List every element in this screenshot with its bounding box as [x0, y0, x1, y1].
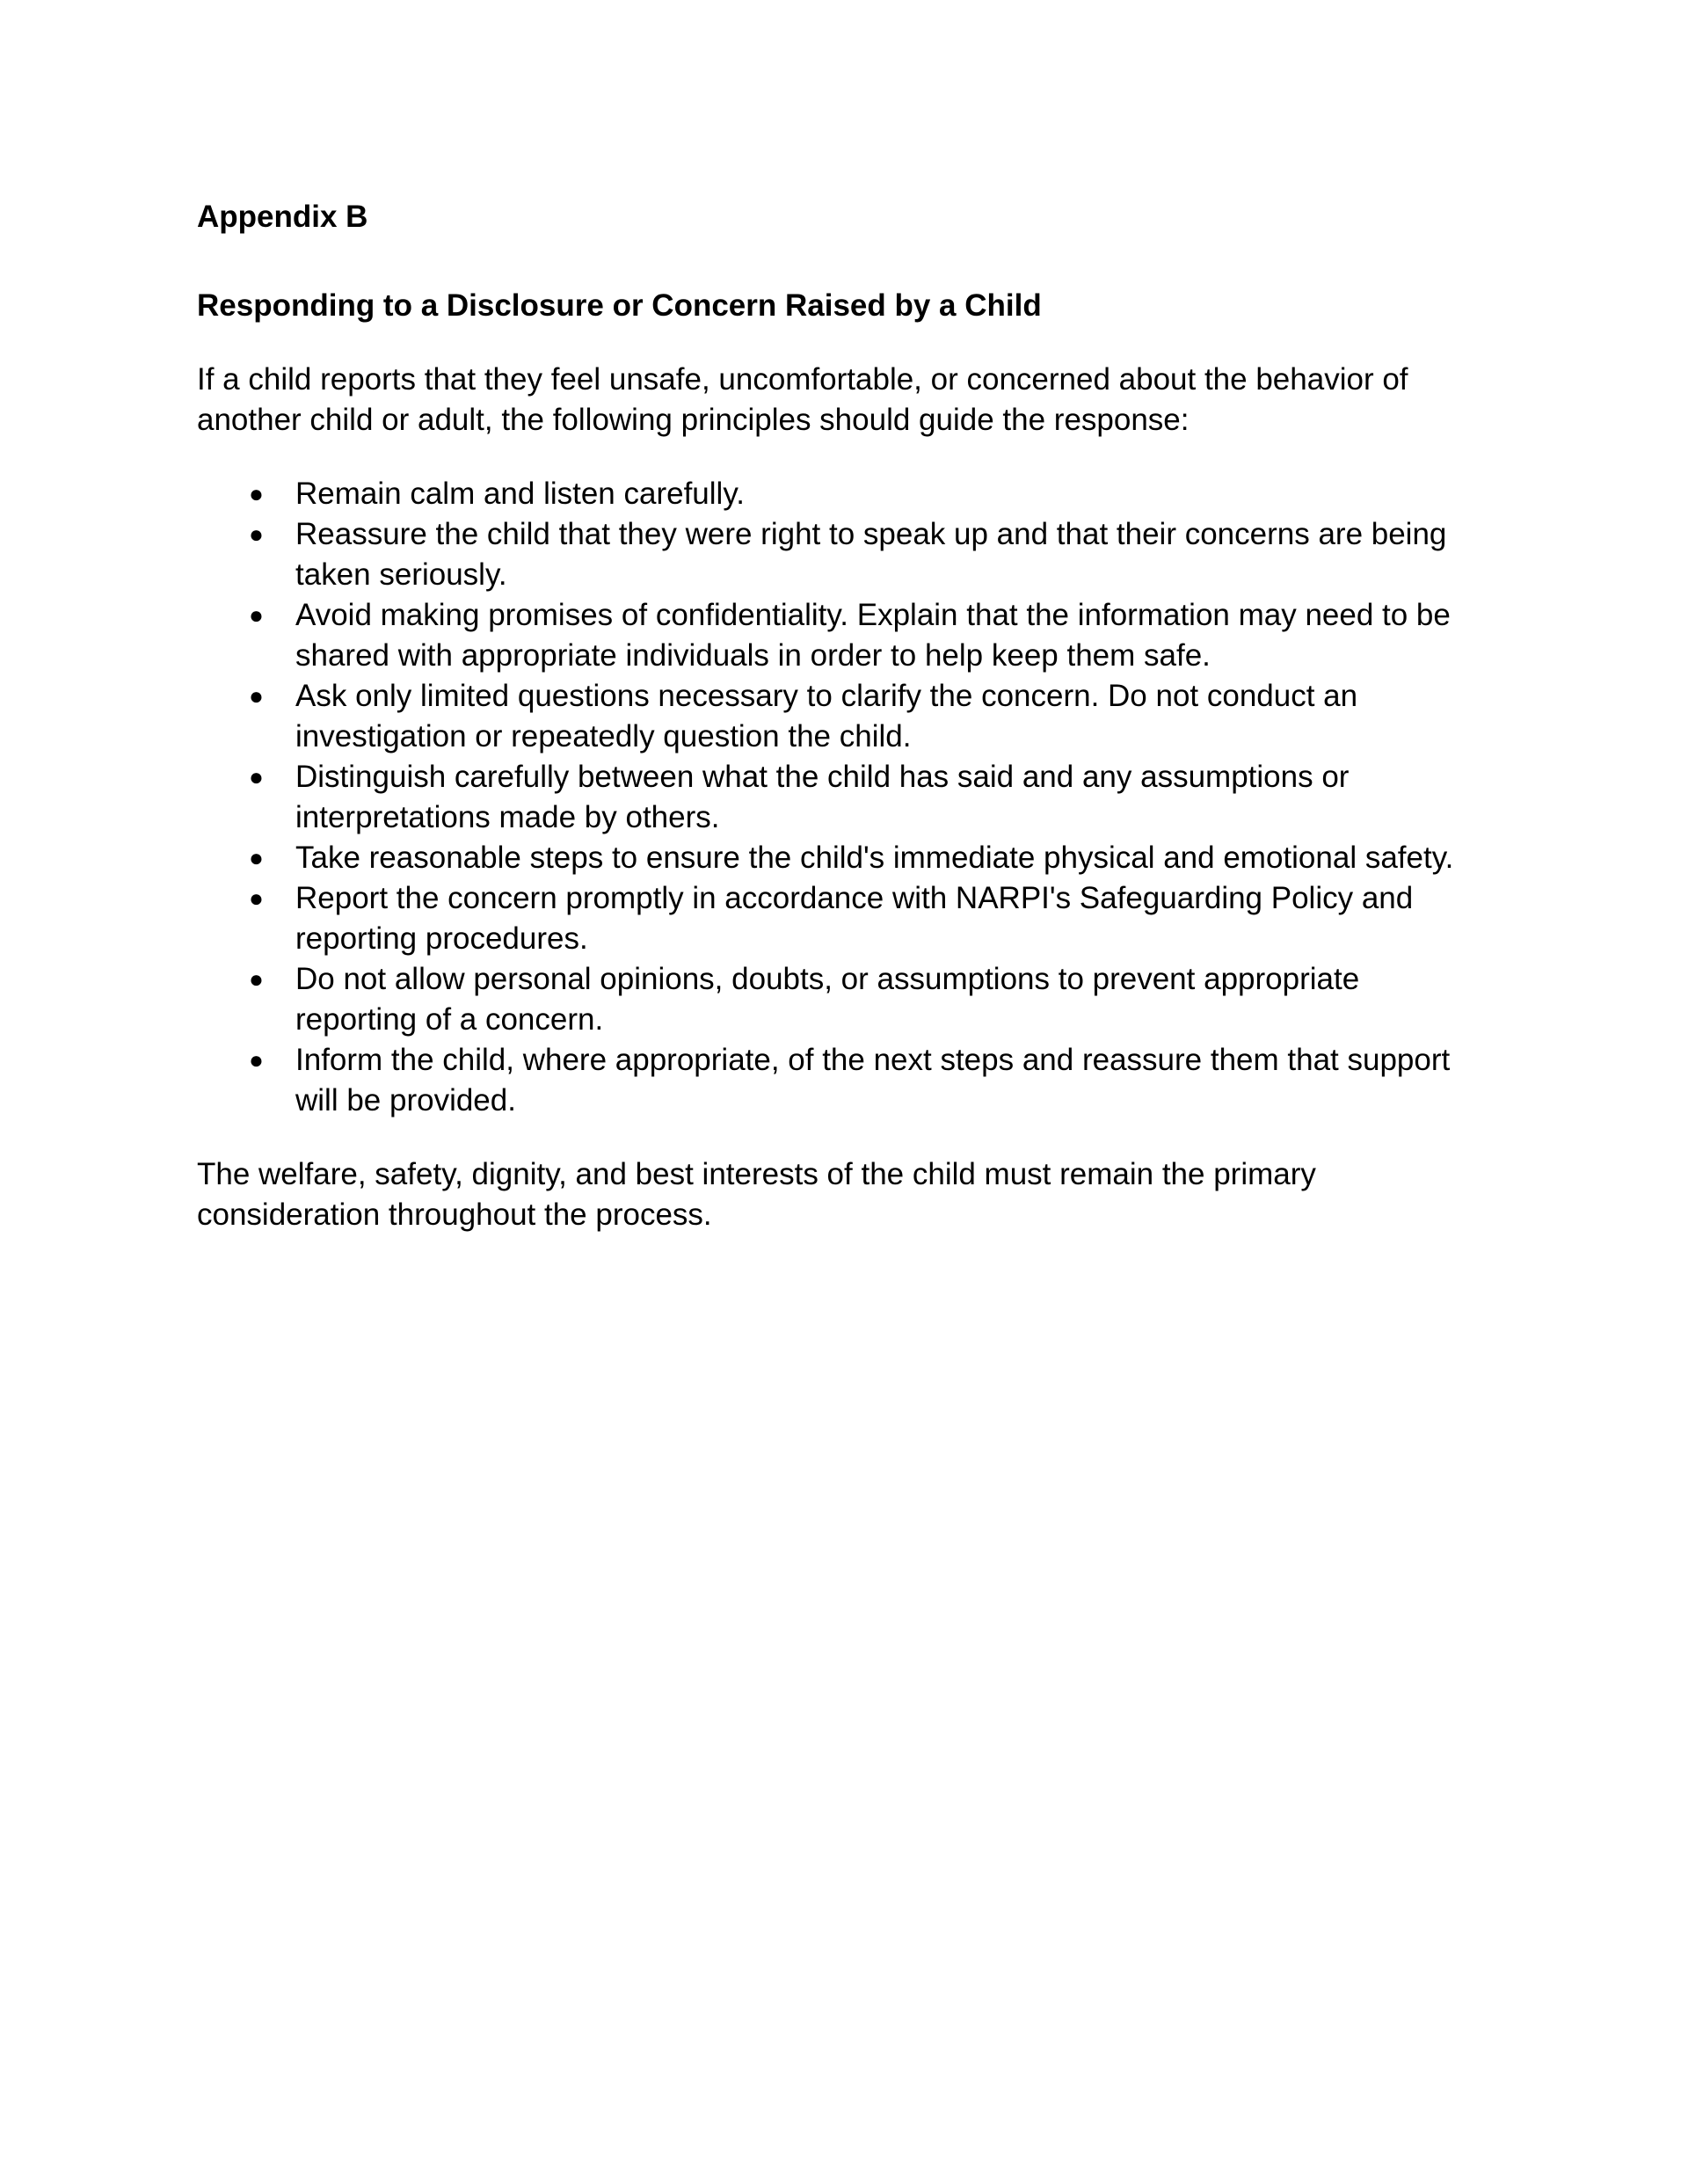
- bullet-icon: ●: [249, 965, 264, 993]
- document-body: [197, 197, 1472, 1235]
- list-item: [197, 757, 1472, 838]
- list-item: [197, 676, 1472, 757]
- list-item: [197, 959, 1472, 1040]
- list-item: [197, 838, 1472, 878]
- appendix-label: Appendix B: [197, 200, 368, 234]
- list-item-text: Ask only limited questions necessary to clarify the concern. Do not conduct an investigation or repeatedly question the child.: [295, 679, 1358, 753]
- list-item-text: Report the concern promptly in accordance with NARPI's Safeguarding Policy and reporting procedures.: [295, 881, 1414, 956]
- bullet-icon: ●: [249, 1046, 264, 1074]
- list-item-text: Distinguish carefully between what the child has said and any assumptions or interpretations made by others.: [295, 760, 1350, 834]
- list-item-text: Take reasonable steps to ensure the child's immediate physical and emotional safety.: [295, 841, 1454, 875]
- intro-paragraph: If a child reports that they feel unsafe, uncomfortable, or concerned about the behavior of another child or adult, the following principles should guide the response:: [197, 362, 1408, 437]
- bullet-icon: ●: [249, 763, 264, 790]
- bullet-icon: ●: [249, 521, 264, 548]
- list-item-text: Remain calm and listen carefully.: [295, 477, 745, 511]
- bullet-icon: ●: [249, 844, 264, 871]
- closing-paragraph: The welfare, safety, dignity, and best interests of the child must remain the primary consideration throughout the process.: [197, 1157, 1316, 1232]
- list-item: [197, 595, 1472, 676]
- list-item: [197, 514, 1472, 595]
- principles-list: [197, 474, 1472, 1121]
- list-item-text: Inform the child, where appropriate, of the next steps and reassure them that support will be provided.: [295, 1043, 1451, 1117]
- list-item: [197, 1040, 1472, 1121]
- bullet-icon: ●: [249, 885, 264, 912]
- section-heading: Responding to a Disclosure or Concern Raised by a Child: [197, 288, 1042, 323]
- bullet-icon: ●: [249, 601, 264, 629]
- bullet-icon: ●: [249, 682, 264, 710]
- list-item: [197, 474, 1472, 514]
- list-item-text: Avoid making promises of confidentiality. Explain that the information may need to be shared with appropriate individuals in order to help keep them safe.: [295, 598, 1451, 673]
- list-item-text: Do not allow personal opinions, doubts, or assumptions to prevent appropriate reporting of a concern.: [295, 962, 1360, 1037]
- bullet-icon: ●: [249, 480, 264, 507]
- list-item: [197, 878, 1472, 959]
- list-item-text: Reassure the child that they were right to speak up and that their concerns are being taken seriously.: [295, 517, 1447, 592]
